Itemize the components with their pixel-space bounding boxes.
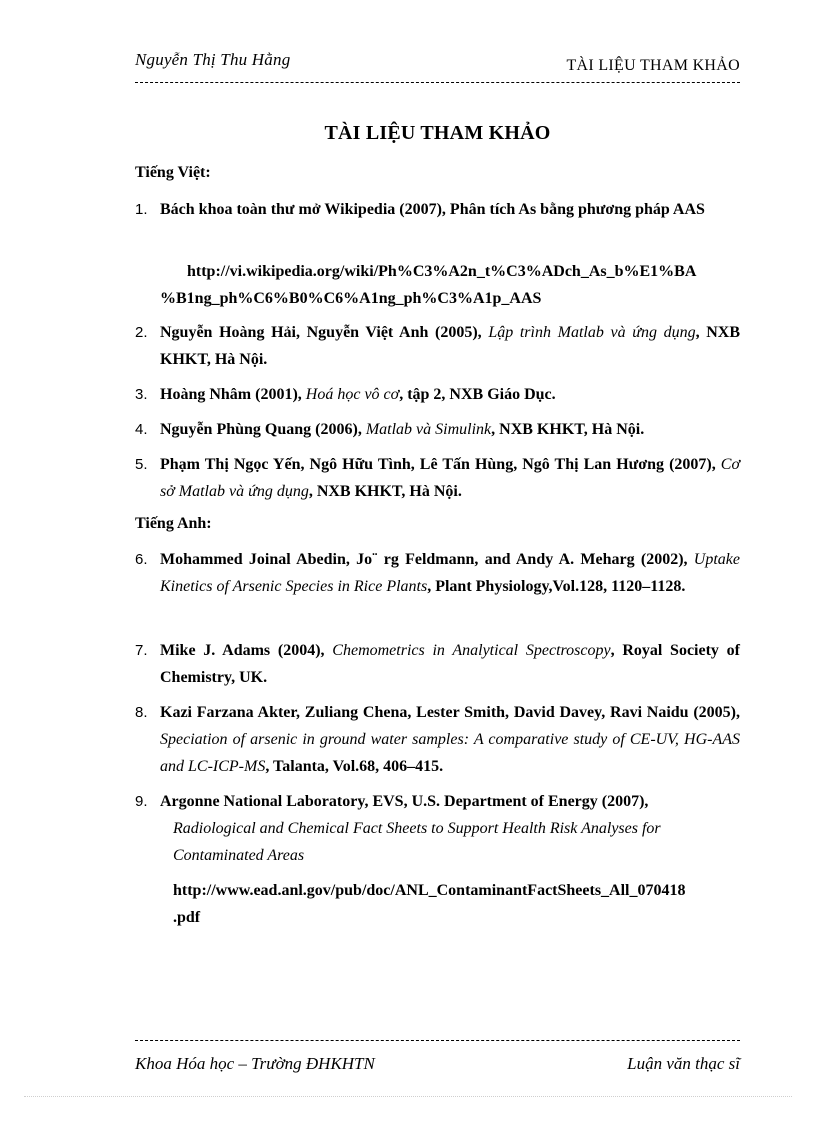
reference-number: 6. xyxy=(135,551,148,568)
reference-title: Chemometrics in Analytical Spectroscopy xyxy=(332,642,611,659)
reference-8 xyxy=(135,699,740,780)
running-header xyxy=(135,48,740,82)
reference-2 xyxy=(135,319,740,373)
reference-1-url-line-2: %B1ng_ph%C6%B0%C6%A1ng_ph%C3%A1p_AAS xyxy=(160,290,542,307)
reference-publisher: , Talanta, Vol.68, 406–415. xyxy=(265,758,444,775)
reference-number: 5. xyxy=(135,456,148,473)
reference-9-url-line-2: .pdf xyxy=(173,909,201,926)
reference-7 xyxy=(135,637,740,691)
reference-publisher: , Royal Society of Chemistry, UK. xyxy=(160,642,741,686)
reference-9-title xyxy=(173,815,740,869)
reference-authors: Mike J. Adams (2004), xyxy=(160,642,333,659)
reference-authors: Kazi Farzana Akter, Zuliang Chena, Lester Smith, David Davey, Ravi Naidu (2005), xyxy=(160,704,740,721)
reference-4 xyxy=(135,416,740,443)
reference-title: Uptake Kinetics of Arsenic Species in Rice Plants xyxy=(160,551,740,595)
section-heading-vietnamese: Tiếng Việt: xyxy=(135,164,211,181)
reference-title: Speciation of arsenic in ground water samples: A comparative study of CE-UV, HG-AAS and LC-ICP-MS xyxy=(160,731,740,775)
reference-publisher: , NXB KHKT, Hà Nội. xyxy=(160,324,741,368)
footer-institution: Khoa Hóa học – Trường ĐHKHTN xyxy=(135,1054,375,1073)
reference-number: 9. xyxy=(135,793,148,810)
section-heading-english: Tiếng Anh: xyxy=(135,515,212,532)
reference-authors: Nguyễn Phùng Quang (2006), xyxy=(160,421,366,438)
reference-authors: Nguyễn Hoàng Hải, Nguyễn Việt Anh (2005), xyxy=(160,324,489,341)
header-rule xyxy=(135,82,740,83)
reference-title: Cơ sở Matlab và ứng dụng xyxy=(160,456,740,500)
reference-title: Radiological and Chemical Fact Sheets to Support Health Risk Analyses for Contaminated Areas xyxy=(173,820,661,864)
reference-authors: Mohammed Joinal Abedin, Jo¨ rg Feldmann, and Andy A. Meharg (2002), xyxy=(160,551,694,568)
reference-title: Hoá học vô cơ xyxy=(305,386,400,403)
reference-number: 8. xyxy=(135,704,148,721)
reference-1-url-line-1: http://vi.wikipedia.org/wiki/Ph%C3%A2n_t%C3%ADch_As_b%E1%BA xyxy=(187,263,697,280)
page-edge-divider xyxy=(24,1096,792,1097)
reference-number: 4. xyxy=(135,421,148,438)
reference-3 xyxy=(135,381,740,408)
reference-number: 1. xyxy=(135,201,148,218)
reference-publisher: , tập 2, NXB Giáo Dục. xyxy=(399,386,556,403)
reference-title: Matlab và Simulink xyxy=(365,421,492,438)
footer-thesis-type: Luận văn thạc sĩ xyxy=(627,1054,740,1073)
reference-9 xyxy=(135,788,740,815)
reference-authors: Hoàng Nhâm (2001), xyxy=(160,386,306,403)
reference-authors: Argonne National Laboratory, EVS, U.S. Department of Energy (2007), xyxy=(160,793,649,810)
reference-5 xyxy=(135,451,740,505)
reference-publisher: , Plant Physiology,Vol.128, 1120–1128. xyxy=(427,578,686,595)
reference-publisher: , NXB KHKT, Hà Nội. xyxy=(491,421,645,438)
reference-9-url-line-1: http://www.ead.anl.gov/pub/doc/ANL_ContaminantFactSheets_All_070418 xyxy=(173,882,686,899)
reference-publisher: , NXB KHKT, Hà Nội. xyxy=(308,483,462,500)
reference-1 xyxy=(135,196,740,223)
reference-number: 3. xyxy=(135,386,148,403)
reference-authors: Phạm Thị Ngọc Yến, Ngô Hữu Tình, Lê Tấn Hùng, Ngô Thị Lan Hương (2007), xyxy=(160,456,721,473)
header-section-title: TÀI LIỆU THAM KHẢO xyxy=(566,57,740,74)
reference-number: 7. xyxy=(135,642,148,659)
footer-rule xyxy=(135,1040,740,1041)
reference-text: Bách khoa toàn thư mở Wikipedia (2007), Phân tích As bằng phương pháp AAS xyxy=(160,201,705,218)
reference-title: Lập trình Matlab và ứng dụng xyxy=(488,324,696,341)
header-author: Nguyễn Thị Thu Hằng xyxy=(135,50,291,69)
reference-number: 2. xyxy=(135,324,148,341)
page-title: TÀI LIỆU THAM KHẢO xyxy=(324,122,551,144)
reference-6 xyxy=(135,546,740,600)
